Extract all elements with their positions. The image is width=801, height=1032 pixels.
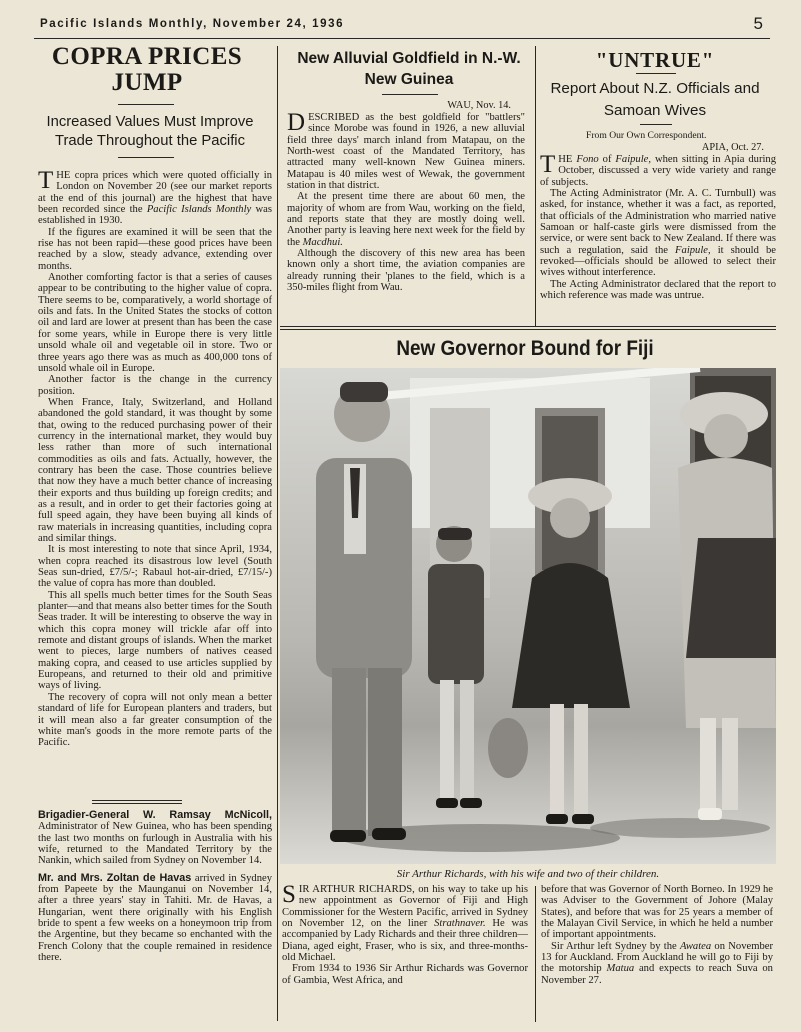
- havas-brief: [38, 873, 272, 964]
- fiji-p4-c: and expects to reach Suva on November 27.: [541, 963, 773, 986]
- copra-paragraph: Another comforting factor is that a series of causes appear to be contributing to the higher value of copra. There seems to be, comparatively, a world shortage of oils and fats. In the United States the stocks of cotton oil and lard are lower at present than has been the case for some years, while in Europe there is very little unsold whale oil and vegetable oil in store. Two or three years ago there was as much as 400,000 tons of unsold whale oil in Europe.: [38, 272, 272, 374]
- column-divider-left: [277, 46, 278, 1021]
- fiji-paragraph-3: before that was Governor of North Borneo. In 1929 he was Adviser to the Government of Johore (Malay States), and before that was for 25 years a member of the Malayan Civil Service, in which he held a number of important appointments.: [541, 884, 773, 941]
- copra-article-body: [38, 167, 272, 749]
- copra-paragraph: Another factor is the change in the currency position.: [38, 374, 272, 397]
- copra-paragraph: The recovery of copra will not only mean a better standard of life for European planters and traders, but it will mean also a far greater consumption of the white man's goods in the more remote parts of the Pacific.: [38, 691, 272, 749]
- untrue-p2-end: it should be revoked—officials should be allowed to select their wives without interference.: [540, 244, 776, 279]
- fiji-columns-divider: [535, 886, 536, 1022]
- untrue-p1-a: HE: [558, 154, 573, 165]
- copra-subhead: Increased Values Must Improve Trade Throughout the Pacific: [46, 114, 254, 149]
- fiji-article-left: [282, 881, 529, 986]
- running-header: [34, 16, 769, 38]
- copra-p1-text: HE copra prices which were quoted officially in London on November 20 (see our market reports at the end of this journal) are the highest that have been recorded since the: [38, 170, 272, 216]
- copra-subhead-rule: [118, 157, 174, 158]
- untrue-dateline: APIA, Oct. 27.: [701, 142, 764, 153]
- goldfield-article-body: [287, 100, 525, 294]
- briefs-divider: [92, 800, 182, 801]
- untrue-drop-cap: T: [540, 151, 556, 178]
- copra-paragraph: This all spells much better times for the South Seas planter—and that means also better times for the South Seas trader. It will be interesting to observe the way in which this copra money will trickle afar off into remote and distant groups of islands. When the market went to pieces, large numbers of natives ceased making copra, and ceased to use articles supplied by Europeans, and returned to their old and primitive ways of living.: [38, 589, 272, 692]
- goldfield-ship-name: Macdhui.: [302, 236, 343, 248]
- untrue-paragraph-3: The Acting Administrator declared that the report to which reference was made was untrue.: [540, 278, 776, 302]
- goldfield-paragraph-1: [287, 109, 525, 192]
- photo-caption: Sir Arthur Richards, with his wife and two of their children.: [396, 868, 660, 880]
- untrue-p1-rest: when sitting in Apia during October, discussed a very wide variety and range of subjects.: [540, 154, 777, 188]
- untrue-paragraph-2: [540, 188, 776, 279]
- fiji-article-right: [541, 884, 773, 986]
- untrue-article-body: [540, 130, 776, 301]
- fiji-p1-text: IR ARTHUR RICHARDS, on his way to take up his new appointment as Governor of Fiji and High Commissioner for the Western Pacific, arrived in Sydney on November 12, on the liner: [282, 884, 528, 930]
- goldfield-p2-text: At the present time there are about 60 men, the majority of whom are from Wau, working on the field, and reports state that they are mostly doing well. Another party is leaving here next week for the field by the: [287, 191, 525, 248]
- fiji-top-rule-2: [280, 329, 776, 330]
- copra-paragraph: It is most interesting to note that since April, 1934, when copra reached its disastrous low level (South Seas sun-dried, £7/5/-; Rabaul hot-air-dried, £7/15/-) the value of copra has more than doubled.: [38, 544, 272, 590]
- mcnicoll-text: Administrator of New Guinea, who has been spending the last two months on furlough in Australia with his wife, returned to the Mandated Territory by the Nankin, which sailed from Sydney on November 14.: [38, 821, 272, 867]
- fiji-paragraph-4: [541, 941, 773, 986]
- family-photo: [280, 368, 776, 864]
- untrue-subhead-rule: [640, 124, 672, 125]
- goldfield-headline-rule: [382, 94, 438, 95]
- copra-headline-rule: [118, 104, 174, 105]
- fiji-drop-cap: S: [282, 881, 296, 908]
- copra-paragraph-1: [38, 167, 272, 227]
- untrue-p1-of: of: [602, 154, 612, 165]
- havas-name: Mr. and Mrs. Zoltan de Havas: [38, 871, 192, 884]
- fiji-p4-a: Sir Arthur left Sydney by the: [551, 940, 677, 952]
- goldfield-p1-text: ESCRIBED as the best goldfield for "battlers" since Morobe was found in 1926, a new alluvial field three days' march inland from Matapau, on the North-west coast of the Mandated Territory, has attracted many well-known New Guinea miners. Matapau is 40 miles west of Wewak, the government station in that district.: [287, 112, 525, 192]
- copra-paragraph: When France, Italy, Switzerland, and Holland abandoned the gold standard, it was thought by some that, owing to the reduced purchasing power of their currency in the international market, they would buy less rather than more of such international commodities as oils and fats. Actually, however, the contrary has been the case. Those countries believe that now they have a much better chance of increasing their exports and thus building up foreign credits; and as a result, and in order to get their factories going at full speed again, they have been buying all kinds of raw materials in increasing quantities, including copra and similar things.: [38, 396, 272, 544]
- goldfield-paragraph-3: Although the discovery of this new area has been known only a short time, the aviation companies are already running their 'planes to the field, which is a 350-miles flight from Wau.: [287, 248, 525, 294]
- copra-p1-end: was established in 1930.: [38, 204, 272, 227]
- copra-headline-text: COPRA PRICES JUMP: [51, 43, 243, 96]
- untrue-headline: "UNTRUE": [595, 48, 715, 72]
- fiji-p4-b: on November 13 for Auckland. From Auckland he will go to Fiji by the motorship: [541, 940, 773, 975]
- goldfield-drop-cap: D: [287, 109, 306, 136]
- goldfield-dateline: WAU, Nov. 14.: [447, 100, 511, 111]
- untrue-paragraph-1: [540, 151, 777, 188]
- page-number: 5: [753, 14, 763, 33]
- fiji-p1-end: He was accompanied by Lady Richards and their three children—Diana, aged eight, Fraser, who is six, and three-months-old Michael.: [282, 918, 529, 964]
- untrue-faipule-2: Faipule,: [675, 244, 711, 256]
- briefs-divider-2: [92, 803, 182, 804]
- copra-headline: [28, 44, 266, 96]
- fiji-ship-matua: Matua: [606, 963, 635, 975]
- untrue-faipule: Faipule,: [615, 154, 652, 165]
- column-divider-right: [535, 46, 536, 326]
- copra-journal-name: Pacific Islands Monthly: [146, 204, 252, 216]
- untrue-p2-text: The Acting Administrator (Mr. A. C. Turnbull) was asked, for instance, whether it was a fact, as reported, that officials of the Administration who married native Samoan or half-caste girls were dismissed from the service, or were sent back to New Zealand. If there was such a regulation, said the: [540, 188, 776, 256]
- fiji-paragraph-2: From 1934 to 1936 Sir Arthur Richards was Governor of Gambia, West Africa, and: [282, 963, 528, 986]
- briefs-column: [38, 810, 272, 963]
- untrue-headline-rule: [636, 73, 676, 74]
- running-head-text: Pacific Islands Monthly, November 24, 1936: [40, 18, 345, 30]
- copra-paragraph: If the figures are examined it will be seen that the rise has not been rapid—these good prices have been reached by a slow, steady advance, extending over months.: [38, 226, 272, 272]
- fiji-headline: New Governor Bound for Fiji: [396, 337, 654, 360]
- goldfield-paragraph-2: [287, 191, 525, 248]
- header-rule: [34, 38, 770, 39]
- copra-drop-cap: T: [38, 167, 54, 194]
- havas-text: arrived in Sydney from Papeete by the Maunganui on November 14, after a three years' stay in Tahiti. Mr. de Havas, a Hungarian, went there originally with his English bride to spent a few weeks on a honeymoon trip from the Argentine, but they became so enchanted with the French Colony that the couple remained in residence there.: [38, 872, 272, 964]
- fiji-top-rule: [280, 326, 776, 327]
- goldfield-headline: New Alluvial Goldfield in N.-W. New Guinea: [297, 50, 521, 88]
- mcnicoll-name: Brigadier-General W. Ramsay McNicoll,: [38, 809, 272, 821]
- fiji-paragraph-1: [282, 881, 529, 964]
- untrue-fono: Fono: [576, 154, 599, 165]
- fiji-ship-strathnaver: Strathnaver.: [434, 918, 486, 930]
- untrue-byline: From Our Own Correspondent.: [586, 130, 707, 141]
- fiji-ship-awatea: Awatea: [679, 940, 712, 952]
- mcnicoll-brief: [38, 810, 272, 867]
- untrue-subhead: Report About N.Z. Officials and Samoan Wives: [550, 80, 760, 119]
